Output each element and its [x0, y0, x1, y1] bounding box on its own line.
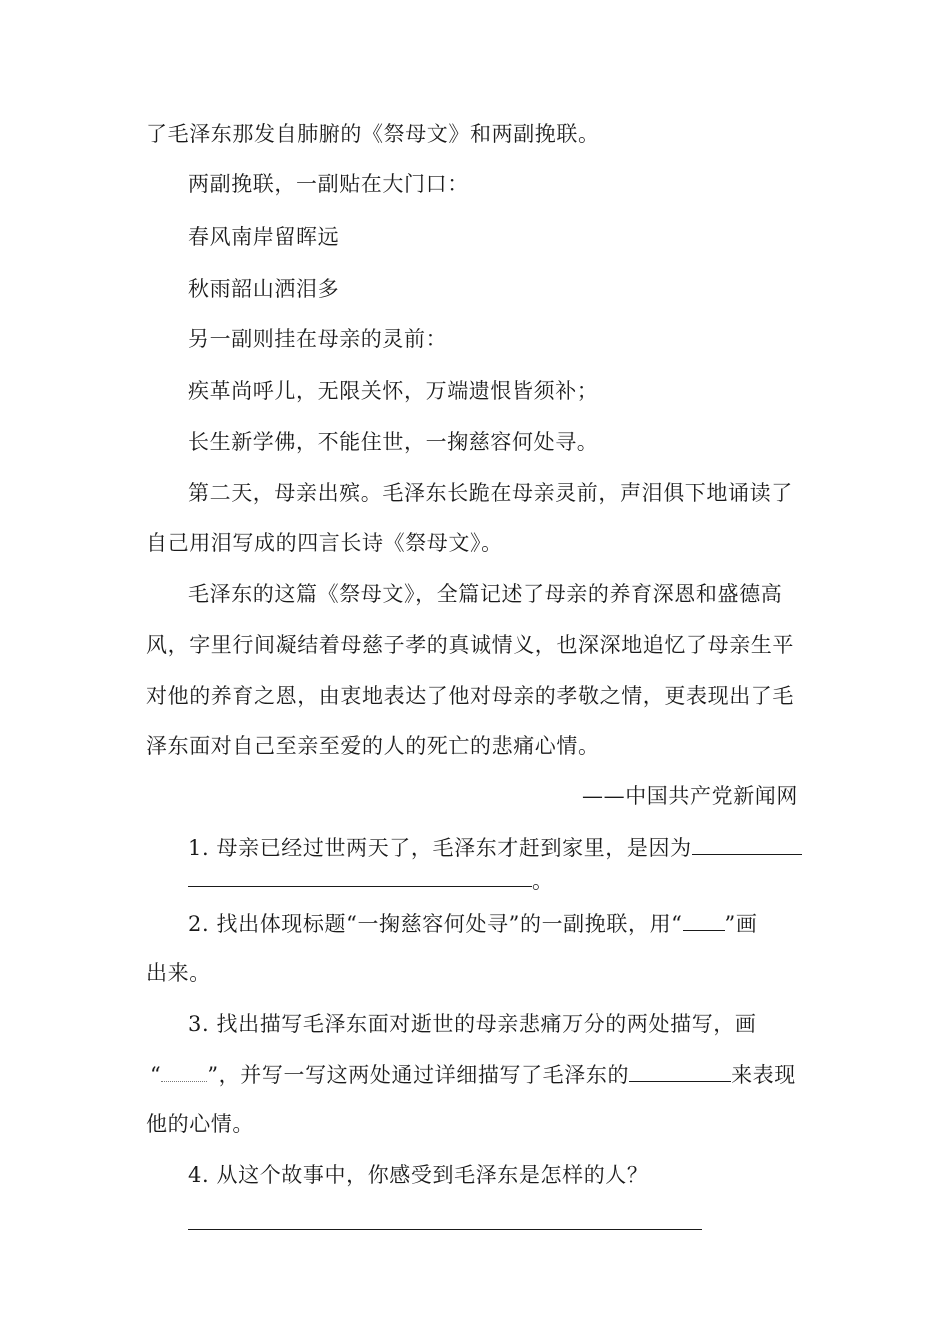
source-attribution: ——中国共产党新闻网: [582, 784, 798, 808]
couplet-line: 疾革尚呼儿，无限关怀，万端遗恨皆须补；: [188, 379, 599, 403]
couplet-line: 春风南岸留晖远: [188, 225, 340, 249]
open-quote: “: [150, 1063, 162, 1087]
paragraph-line: 自己用泪写成的四言长诗《祭母文》。: [146, 531, 503, 555]
question-3-text-end: 来表现: [731, 1063, 796, 1087]
couplet-line: 秋雨韶山洒泪多: [188, 277, 340, 301]
answer-blank[interactable]: [629, 1061, 731, 1082]
paragraph-line: 风，字里行间凝结着母慈子孝的真诚情义，也深深地追忆了母亲生平: [146, 633, 794, 657]
answer-blank[interactable]: [692, 834, 802, 855]
paragraph-line: 第二天，母亲出殡。毛泽东长跪在母亲灵前，声泪俱下地诵读了: [188, 481, 793, 505]
answer-line[interactable]: [188, 1229, 702, 1230]
question-3-cont: 他的心情。: [146, 1112, 254, 1136]
paragraph-line: 泽东面对自己至亲至爱的人的死亡的悲痛心情。: [146, 734, 600, 758]
question-1-end: 。: [532, 869, 554, 893]
question-3-text: ”，并写一写这两处通过详细描写了毛泽东的: [207, 1063, 630, 1087]
question-2-text-end: ”画: [724, 912, 758, 936]
wavy-underline-sample: [161, 1061, 207, 1082]
answer-line[interactable]: [188, 886, 532, 887]
paragraph-line: 两副挽联，一副贴在大门口：: [188, 172, 469, 196]
couplet-line: 长生新学佛，不能住世，一掬慈容何处寻。: [188, 430, 599, 454]
underline-sample: [683, 910, 725, 931]
question-2-text: 2. 找出体现标题“一掬慈容何处寻”的一副挽联，用“: [188, 912, 683, 936]
question-2-cont: 出来。: [146, 961, 211, 985]
question-1: [188, 834, 802, 861]
paragraph-line: 了毛泽东那发自肺腑的《祭母文》和两副挽联。: [146, 122, 600, 146]
paragraph-line: 毛泽东的这篇《祭母文》，全篇记述了母亲的养育深恩和盛德高: [188, 582, 783, 606]
question-2: [188, 910, 757, 937]
paragraph-line: 另一副则挂在母亲的灵前：: [188, 327, 448, 351]
question-4: 4. 从这个故事中，你感受到毛泽东是怎样的人？: [188, 1163, 649, 1187]
paragraph-line: 对他的养育之恩，由衷地表达了他对母亲的孝敬之情，更表现出了毛: [146, 684, 794, 708]
question-1-text: 1. 母亲已经过世两天了，毛泽东才赶到家里，是因为: [188, 836, 692, 860]
question-3-line2: [150, 1061, 796, 1088]
question-3: 3. 找出描写毛泽东面对逝世的母亲悲痛万分的两处描写，画: [188, 1012, 757, 1036]
